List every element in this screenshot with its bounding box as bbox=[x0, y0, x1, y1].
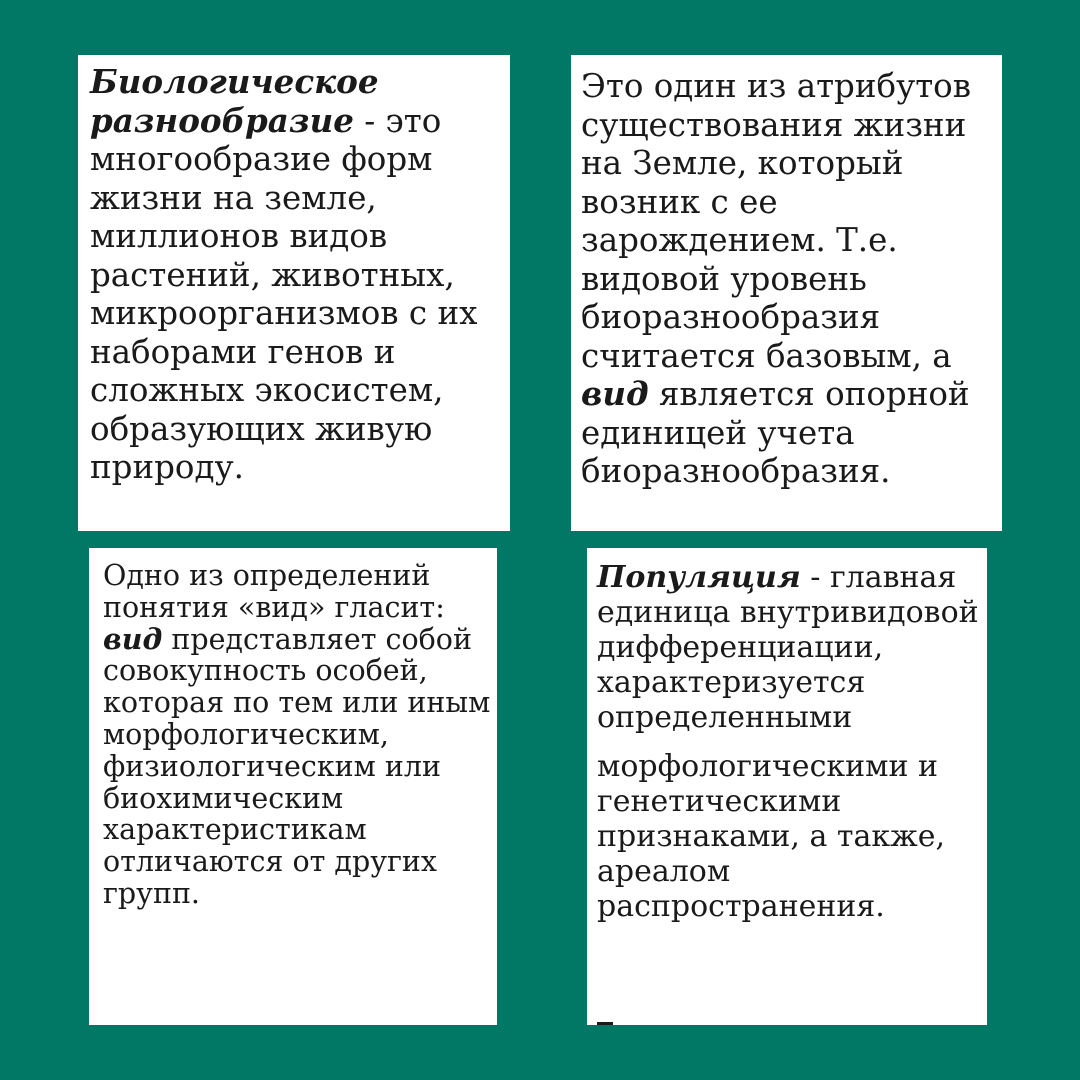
species-term: вид bbox=[103, 621, 163, 656]
population-definition-body: - главная единица внутривидовой дифференциации, характеризуется определенными bbox=[597, 560, 979, 735]
species-level-text bbox=[581, 67, 1002, 491]
biodiversity-definition-card bbox=[78, 55, 510, 531]
population-term: Популяция bbox=[597, 560, 801, 595]
biodiversity-term: Биологическое разнообразие bbox=[90, 62, 379, 140]
species-level-text-end: является опорной единицей учета биоразнообразия. bbox=[581, 375, 970, 490]
species-definition-text bbox=[103, 560, 497, 910]
species-level-card bbox=[571, 55, 1002, 531]
biodiversity-definition-body: - это многообразие форм жизни на земле, миллионов видов растений, животных, микроорганизмов с их наборами генов и сложных экосистем, образующих живую природу. bbox=[90, 101, 478, 486]
biodiversity-definition-text bbox=[90, 63, 510, 487]
species-level-text-start: Это один из атрибутов существования жизни на Земле, который возник с ее зарождением. Т.е. видовой уровень биоразнообразия считается базовым, а bbox=[581, 67, 972, 375]
population-definition-continuation: морфологическими и генетическими признаками, а также, ареалом распространения. bbox=[597, 749, 946, 924]
species-definition-text-end: представляет собой совокупность особей, которая по тем или иным морфологическим, физиологическим или биохимическим характеристикам отличаются от других групп. bbox=[103, 622, 491, 910]
species-definition-text-start: Одно из определений понятия «вид» гласит: bbox=[103, 559, 445, 624]
population-definition-card bbox=[587, 548, 987, 1025]
species-definition-card bbox=[89, 548, 497, 1025]
population-definition-text bbox=[597, 560, 987, 735]
species-term: вид bbox=[581, 374, 649, 413]
cut-off-text-fragment bbox=[597, 1022, 613, 1025]
